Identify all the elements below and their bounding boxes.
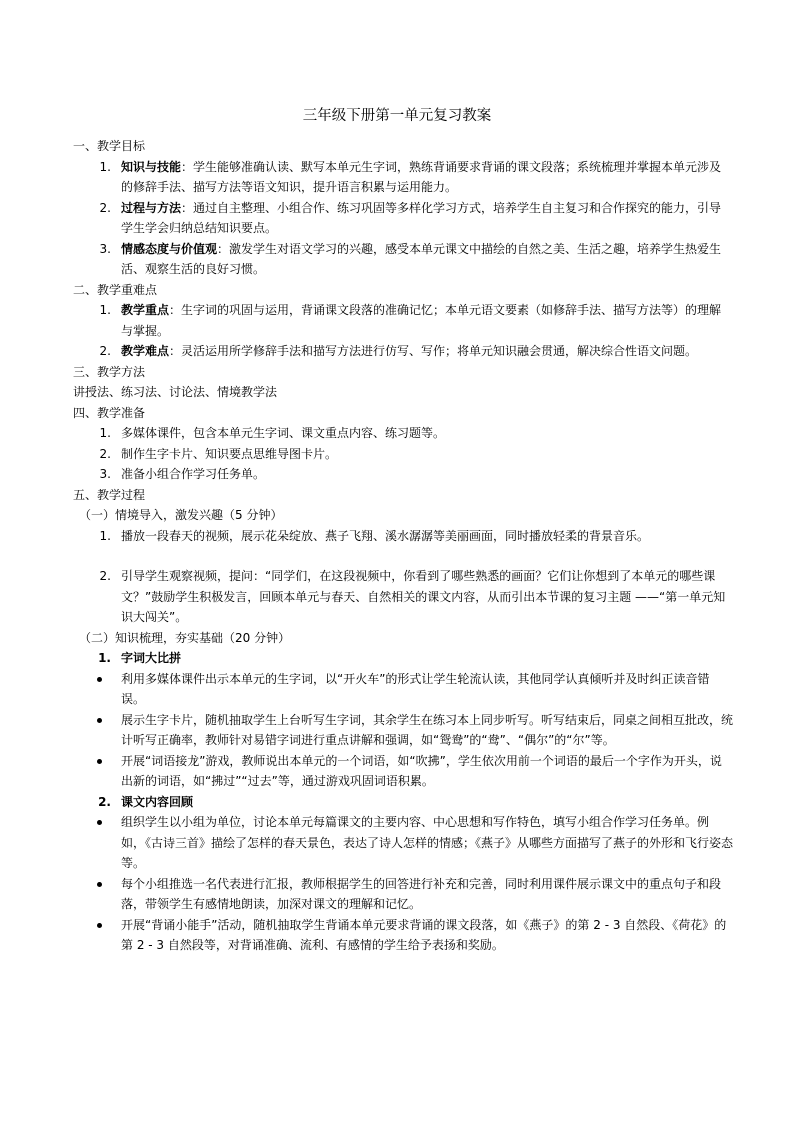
methods-text: 讲授法、练习法、讨论法、情境教学法 — [73, 385, 278, 399]
subsection-heading-review: （二）知识梳理，夯实基础（20 分钟） — [79, 630, 291, 645]
list-text — [121, 239, 733, 280]
list-number: 2. — [99, 446, 111, 461]
list-item — [73, 198, 733, 239]
list-item — [73, 566, 733, 628]
item-label: 过程与方法 — [121, 200, 182, 215]
item-text: ：学生能够准确认读、默写本单元生字词，熟练背诵要求背诵的课文段落；系统梳理并掌握本单元涉及的修辞手法、描写方法等语文知识，提升语言积累与运用能力。 — [121, 159, 722, 194]
list-number: 3. — [99, 241, 111, 256]
subsection-heading-intro: （一）情境导入，激发兴趣（5 分钟） — [79, 508, 283, 522]
list-item — [73, 300, 733, 341]
list-item — [73, 423, 733, 444]
list-item — [73, 239, 733, 280]
bullet-item — [73, 915, 733, 956]
bullet-icon — [73, 812, 121, 874]
list-item — [73, 444, 733, 465]
list-number: 1. — [98, 651, 111, 665]
item-text: ：激发学生对语文学习的兴趣，感受本单元课文中描绘的自然之美、生活之趣，培养学生热爱生活、观察生活的良好习惯。 — [121, 241, 722, 276]
subheading-vocabulary: 字词大比拼 — [121, 651, 182, 665]
list-text — [121, 300, 733, 341]
bullet-text: 开展“词语接龙”游戏，教师说出本单元的一个词语，如“吹拂”，学生依次用前一个词语的最后一个字作为开头，说出新的词语，如“拂过”“过去”等，通过游戏巩固词语积累。 — [121, 753, 722, 788]
bullet-icon — [73, 874, 121, 915]
list-number: 1. — [99, 303, 111, 317]
bullet-item — [73, 669, 733, 710]
list-text — [121, 198, 733, 239]
bullet-text: 每个小组推选一名代表进行汇报，教师根据学生的回答进行补充和完善，同时利用课件展示课文中的重点句子和段落，带领学生有感情地朗读，加深对课文的理解和记忆。 — [121, 876, 722, 911]
subheading-text-review: 课文内容回顾 — [121, 794, 194, 809]
list-number: 2. — [99, 344, 111, 358]
blank-line — [73, 546, 733, 566]
list-item — [73, 157, 733, 198]
list-number: 2. — [99, 569, 111, 583]
bullet-text: 利用多媒体课件出示本单元的生字词，以“开火车”的形式让学生轮流认读，其他同学认真倾听并及时纠正读音错误。 — [121, 671, 710, 706]
item-text: ：通过自主整理、小组合作、练习巩固等多样化学习方式，培养学生自主复习和合作探究的能力，引导学生学会归纳总结知识要点。 — [121, 200, 722, 235]
bullet-icon — [73, 915, 121, 956]
list-text: 多媒体课件，包含本单元生字词、课文重点内容、练习题等。 — [121, 426, 446, 440]
list-text — [121, 341, 733, 362]
bullet-text: 展示生字卡片，随机抽取学生上台听写生字词，其余学生在练习本上同步听写。听写结束后，同桌之间相互批改，统计听写正确率，教师针对易错字词进行重点讲解和强调，如“鸳鸯”的“鸯”、“偶尔”的“尔”等。 — [121, 712, 734, 747]
list-number: 2. — [98, 794, 111, 809]
section-heading-process: 五、教学过程 — [73, 487, 146, 502]
bullet-item — [73, 710, 733, 751]
item-label: 教学难点 — [121, 344, 170, 358]
section-heading-objectives: 一、教学目标 — [73, 139, 146, 153]
bullet-icon — [73, 751, 121, 792]
item-label: 知识与技能 — [121, 159, 182, 174]
document-title: 三年级下册第一单元复习教案 — [302, 108, 492, 124]
bullet-item — [73, 812, 733, 874]
list-item — [73, 464, 733, 485]
list-number: 1. — [99, 528, 111, 543]
bullet-icon — [73, 710, 121, 751]
list-text: 准备小组合作学习任务单。 — [121, 467, 266, 481]
item-label: 教学重点 — [121, 303, 170, 317]
list-number: 3. — [99, 467, 111, 481]
list-number: 1. — [99, 426, 111, 440]
bullet-item — [73, 751, 733, 792]
section-heading-preparation: 四、教学准备 — [73, 405, 146, 420]
list-number: 1. — [99, 159, 111, 174]
item-text: ：生字词的巩固与运用，背诵课文段落的准确记忆；本单元语文要素（如修辞手法、描写方法等）的理解与掌握。 — [121, 303, 722, 338]
list-text: 制作生字卡片、知识要点思维导图卡片。 — [121, 446, 338, 461]
bullet-text: 组织学生以小组为单位，讨论本单元每篇课文的主要内容、中心思想和写作特色，填写小组合作学习任务单。例如，《古诗三首》描绘了怎样的春天景色，表达了诗人怎样的情感；《燕子》从哪些方面描写了燕子的外形和飞行姿态等。 — [121, 815, 734, 870]
list-text — [121, 157, 733, 198]
item-label: 情感态度与价值观 — [121, 241, 218, 256]
numbered-subheading — [73, 648, 733, 669]
list-number: 2. — [99, 200, 111, 215]
list-item — [73, 526, 733, 547]
bullet-item — [73, 874, 733, 915]
list-text: 引导学生观察视频，提问：“同学们，在这段视频中，你看到了哪些熟悉的画面？它们让你想到了本单元的哪些课文？”鼓励学生积极发言，回顾本单元与春天、自然相关的课文内容，从而引出本节课的复习主题 ——“第一单元知识大闯关”。 — [121, 569, 726, 624]
section-heading-methods: 三、教学方法 — [73, 364, 146, 379]
section-heading-key-points: 二、教学重难点 — [73, 282, 158, 297]
numbered-subheading — [73, 792, 733, 813]
bullet-icon — [73, 669, 121, 710]
document-body — [73, 136, 733, 956]
list-text: 播放一段春天的视频，展示花朵绽放、燕子飞翔、溪水潺潺等美丽画面，同时播放轻柔的背景音乐。 — [121, 528, 650, 543]
item-text: ：灵活运用所学修辞手法和描写方法进行仿写、写作；将单元知识融会贯通，解决综合性语文问题。 — [169, 344, 698, 358]
bullet-text: 开展“背诵小能手”活动，随机抽取学生背诵本单元要求背诵的课文段落，如《燕子》的第 2 - 3 自然段、《荷花》的第 2 - 3 自然段等，对背诵准确、流利、有感情的学生给予表扬和奖励。 — [121, 917, 727, 952]
list-item — [73, 341, 733, 362]
